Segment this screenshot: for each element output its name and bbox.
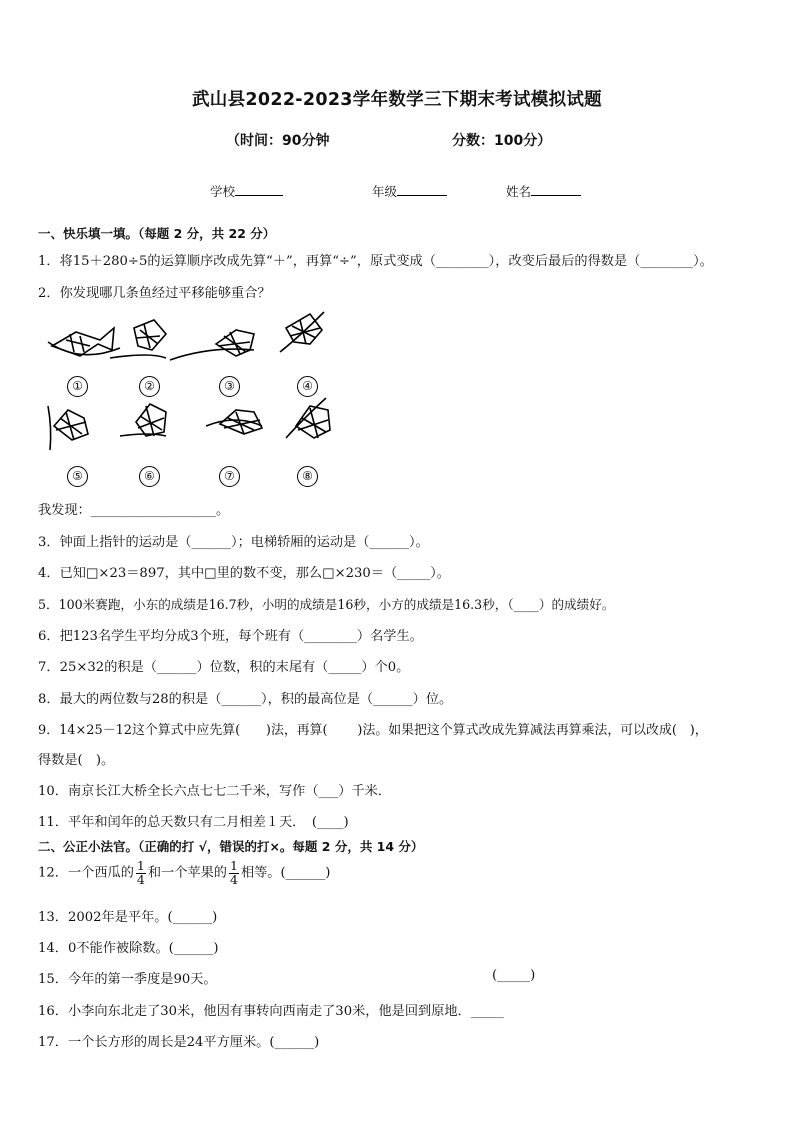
fish-6-icon <box>120 404 166 436</box>
question-2-answer: 我发现：___________________。 <box>38 503 230 518</box>
fish-4-icon <box>280 312 324 352</box>
question-8: 8．最大的两位数与28的积是（______），积的最高位是（______）位。 <box>38 692 453 707</box>
question-16: 16．小李向东北走了30米，他因有事转向西南走了30米，他是回到原地．_____ <box>38 1004 504 1019</box>
page-title: 武山县2022-2023学年数学三下期末考试模拟试题 <box>192 90 602 110</box>
question-12 <box>38 860 330 886</box>
question-12-mid: 和一个苹果的 <box>147 865 227 881</box>
name-field[interactable] <box>506 182 581 200</box>
question-9a: 9．14×25－12这个算式中应先算( )法，再算( )法。如果把这个算式改成先算减法再算乘法，可以改成( )， <box>38 723 708 738</box>
question-12-post: 相等。(______) <box>240 865 331 881</box>
fish-2-icon <box>110 320 166 358</box>
fish-label-2: ② <box>139 376 160 397</box>
section-2-heading: 二、公正小法官。（正确的打 √，错误的打×。每题 2 分，共 14 分） <box>38 839 424 854</box>
fish-label-3: ③ <box>219 376 240 397</box>
question-13: 13．2002年是平年。(______) <box>38 910 218 925</box>
school-label: 学校 <box>210 184 236 199</box>
grade-field[interactable] <box>372 182 447 200</box>
time-label: （时间：90分钟 <box>226 133 330 149</box>
fish-3-icon <box>170 330 254 360</box>
fish-5-icon <box>48 406 88 450</box>
question-15: 15．今年的第一季度是90天。 <box>38 972 217 987</box>
fish-label-4: ④ <box>297 376 318 397</box>
fraction-2 <box>229 860 239 886</box>
fraction-1 <box>136 860 146 886</box>
fraction-1-num: 1 <box>136 858 145 873</box>
fraction-2-num: 1 <box>229 858 238 873</box>
fraction-1-den: 4 <box>136 871 145 887</box>
fraction-2-den: 4 <box>229 871 238 887</box>
fish-label-1: ① <box>67 376 88 397</box>
question-11: 11．平年和闰年的总天数只有二月相差１天． (____) <box>38 815 349 830</box>
fish-7-icon <box>206 410 262 434</box>
question-1: 1．将15＋280÷5的运算顺序改成先算“＋”，再算“÷”，原式变成（________），改变后最后的得数是（________）。 <box>38 254 713 269</box>
fish-1-icon <box>48 328 120 356</box>
question-2: 2．你发现哪几条鱼经过平移能够重合？ <box>38 286 271 301</box>
section-1-heading: 一、快乐填一填。（每题 2 分，共 22 分） <box>38 226 276 241</box>
question-7: 7．25×32的积是（______）位数，积的末尾有（_____）个0。 <box>38 660 410 675</box>
school-blank[interactable] <box>235 183 283 196</box>
fish-label-8: ⑧ <box>297 466 318 487</box>
question-3: 3．钟面上指针的运动是（______）；电梯轿厢的运动是（______）。 <box>38 535 429 550</box>
question-9b: 得数是( )。 <box>38 753 115 768</box>
question-17: 17．一个长方形的周长是24平方厘米。(______) <box>38 1035 320 1050</box>
grade-blank[interactable] <box>397 183 447 196</box>
school-field[interactable] <box>210 182 283 200</box>
question-12-pre: 12．一个西瓜的 <box>38 865 134 881</box>
name-blank[interactable] <box>531 183 581 196</box>
question-4: 4．已知□×23＝897，其中□里的数不变，那么□×230＝（_____）。 <box>38 566 450 581</box>
fish-label-7: ⑦ <box>219 466 240 487</box>
fish-label-5: ⑤ <box>67 466 88 487</box>
fish-8-icon <box>286 398 330 438</box>
question-6: 6．把123名学生平均分成3个班，每个班有（________）名学生。 <box>38 629 423 644</box>
name-label: 姓名 <box>506 184 532 199</box>
question-5: 5．100米赛跑，小东的成绩是16.7秒，小明的成绩是16秒，小方的成绩是16.3秒，（____）的成绩好。 <box>38 597 615 612</box>
question-14: 14．0不能作被除数。(______) <box>38 941 219 956</box>
score-label: 分数：100分） <box>452 133 552 149</box>
grade-label: 年级 <box>372 184 398 199</box>
fish-label-6: ⑥ <box>139 466 160 487</box>
question-10: 10．南京长江大桥全长六点七七二千米，写作（___）千米． <box>38 784 392 799</box>
question-15-blank: (_____) <box>492 968 536 983</box>
